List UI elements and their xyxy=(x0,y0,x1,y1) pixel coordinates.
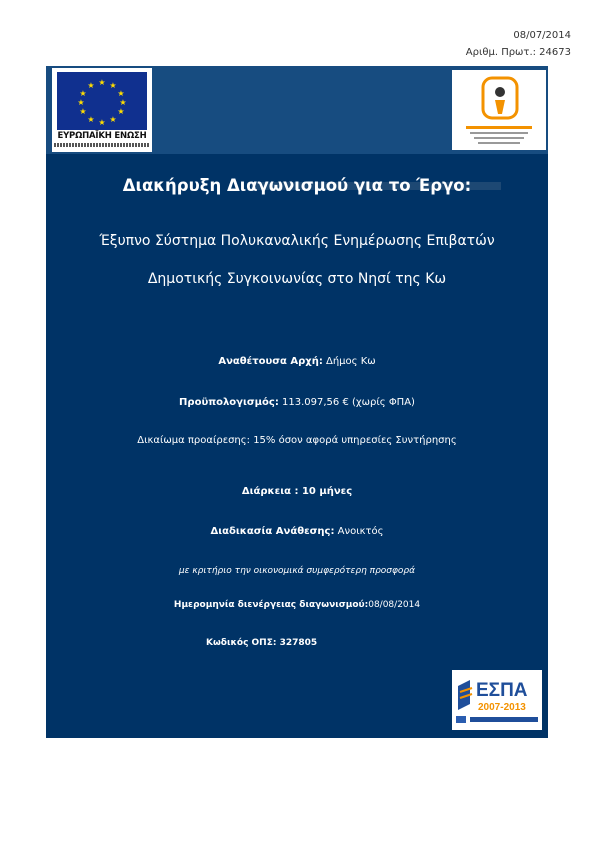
programme-logo xyxy=(452,70,546,150)
authority-value: Δήμος Κω xyxy=(322,356,376,367)
budget-label: Προϋπολογισμός: xyxy=(179,397,279,408)
svg-text:★: ★ xyxy=(98,118,106,127)
espa-years: 2007-2013 xyxy=(478,702,526,713)
duration xyxy=(46,486,548,497)
tender-date-value: 08/08/2014 xyxy=(368,600,421,610)
budget-value: 113.097,56 € (χωρίς ΦΠΑ) xyxy=(278,397,415,408)
ops-code xyxy=(206,638,317,648)
svg-text:★: ★ xyxy=(117,89,125,98)
svg-text:★: ★ xyxy=(87,115,95,124)
eu-logo xyxy=(52,68,152,152)
espa-label: ΕΣΠΑ xyxy=(476,680,528,701)
svg-text:★: ★ xyxy=(79,89,87,98)
svg-text:★: ★ xyxy=(119,98,127,107)
project-title-line-1: Έξυπνο Σύστημα Πολυκαναλικής Ενημέρωσης Επιβατών xyxy=(99,233,495,249)
greek-flag-icon xyxy=(456,716,466,723)
document-title: Διακήρυξη Διαγωνισμού για το Έργο: xyxy=(122,176,472,195)
duration-text: Διάρκεια : 10 μήνες xyxy=(241,486,353,497)
option-right: Δικαίωμα προαίρεσης: 15% όσον αφορά υπηρεσίες Συντήρησης xyxy=(137,435,457,446)
budget xyxy=(46,397,548,408)
award-criterion: με κριτήριο την οικονομικά συμφερότερη προσφορά xyxy=(178,566,416,576)
eu-stars-icon xyxy=(57,72,147,130)
cover-panel xyxy=(46,66,548,738)
svg-text:★: ★ xyxy=(87,81,95,90)
tender-date-label: Ημερομηνία διενέργειας διαγωνισμού: xyxy=(173,600,369,610)
authority-label: Αναθέτουσα Αρχή: xyxy=(218,356,323,367)
eu-sublabel xyxy=(54,143,150,147)
espa-logo xyxy=(452,670,542,730)
svg-text:★: ★ xyxy=(77,98,85,107)
programme-emblem-icon xyxy=(452,70,546,150)
svg-text:★: ★ xyxy=(117,107,125,116)
ops-code-text: Κωδικός ΟΠΣ: 327805 xyxy=(206,638,318,648)
protocol-number: Αριθμ. Πρωτ.: 24673 xyxy=(465,47,571,58)
award-procedure xyxy=(46,526,548,537)
procedure-value: Ανοικτός xyxy=(334,526,384,537)
contracting-authority xyxy=(46,356,548,367)
document-date: 08/07/2014 xyxy=(513,30,571,41)
procedure-label: Διαδικασία Ανάθεσης: xyxy=(210,526,335,537)
project-title-line-2: Δημοτικής Συγκοινωνίας στο Νησί της Κω xyxy=(147,271,447,287)
svg-text:★: ★ xyxy=(98,78,106,87)
svg-text:★: ★ xyxy=(79,107,87,116)
svg-text:★: ★ xyxy=(109,81,117,90)
logo-band xyxy=(46,66,548,154)
svg-text:★: ★ xyxy=(109,115,117,124)
eu-flag-icon xyxy=(57,72,147,130)
eu-label: ΕΥΡΩΠΑΪΚΗ ΕΝΩΣΗ xyxy=(57,131,147,141)
tender-date xyxy=(46,600,548,610)
